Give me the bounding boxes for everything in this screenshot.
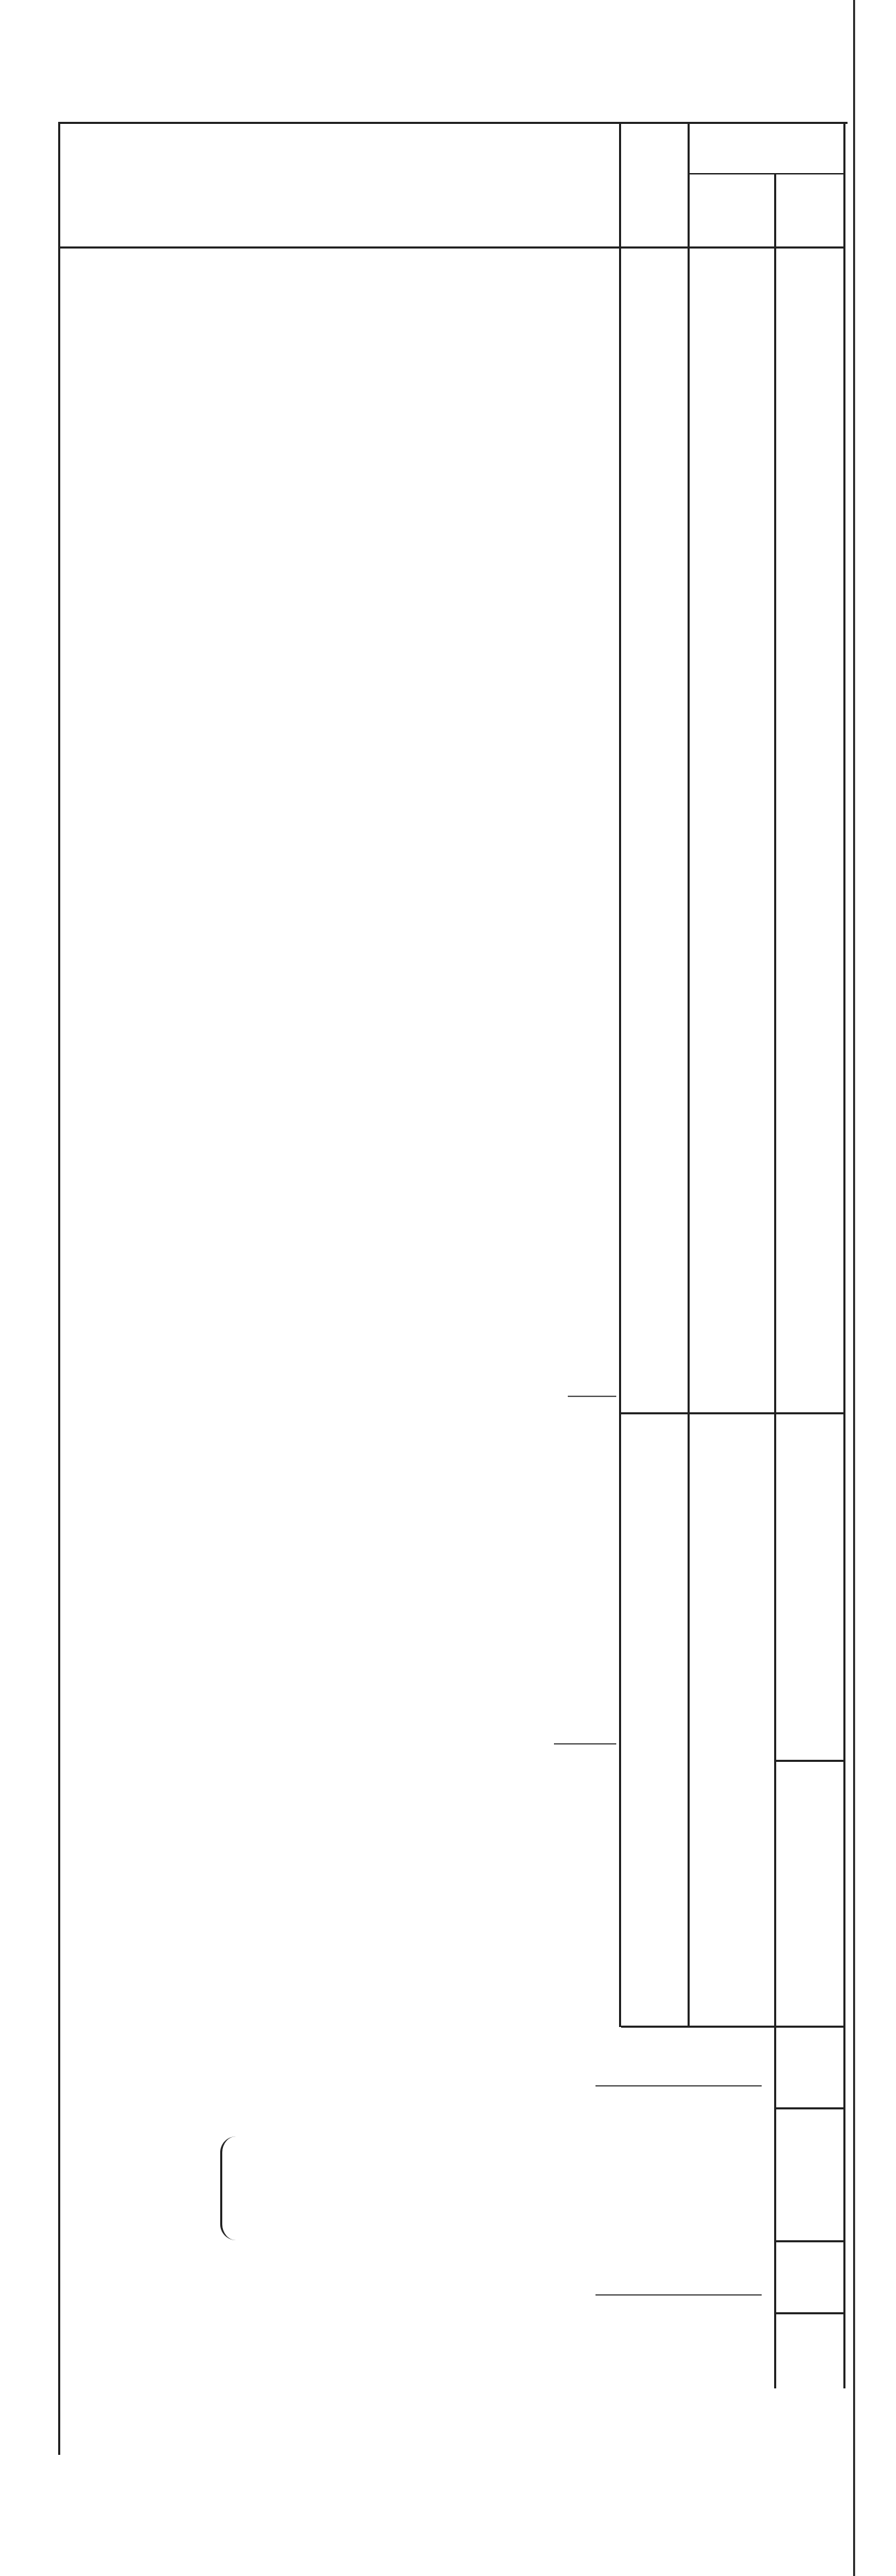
recap-top-rule bbox=[774, 2107, 845, 2109]
fers-total-rule bbox=[621, 1412, 845, 1414]
plaque-total-rule bbox=[774, 2312, 845, 2314]
poids-header-rule bbox=[690, 173, 843, 174]
fers-total-row bbox=[0, 1365, 896, 1400]
acier-total-rule bbox=[774, 1760, 845, 1762]
recap-brace bbox=[220, 2136, 236, 2240]
table-top-border bbox=[58, 122, 848, 124]
recap-sum-rule bbox=[774, 2240, 845, 2242]
fontes-bottom-rule bbox=[621, 2026, 845, 2028]
table-left-border bbox=[58, 122, 60, 2455]
acier-total-row bbox=[0, 1713, 896, 1747]
leader-line bbox=[595, 2085, 762, 2087]
leader-line bbox=[568, 1396, 616, 1397]
fontes-total-row bbox=[0, 2055, 896, 2089]
page-right-edge bbox=[853, 0, 855, 2576]
header-bottom-rule bbox=[58, 246, 845, 249]
leader-line bbox=[595, 2294, 762, 2296]
plaque-total-row bbox=[0, 2264, 896, 2298]
leader-line bbox=[554, 1743, 616, 1745]
